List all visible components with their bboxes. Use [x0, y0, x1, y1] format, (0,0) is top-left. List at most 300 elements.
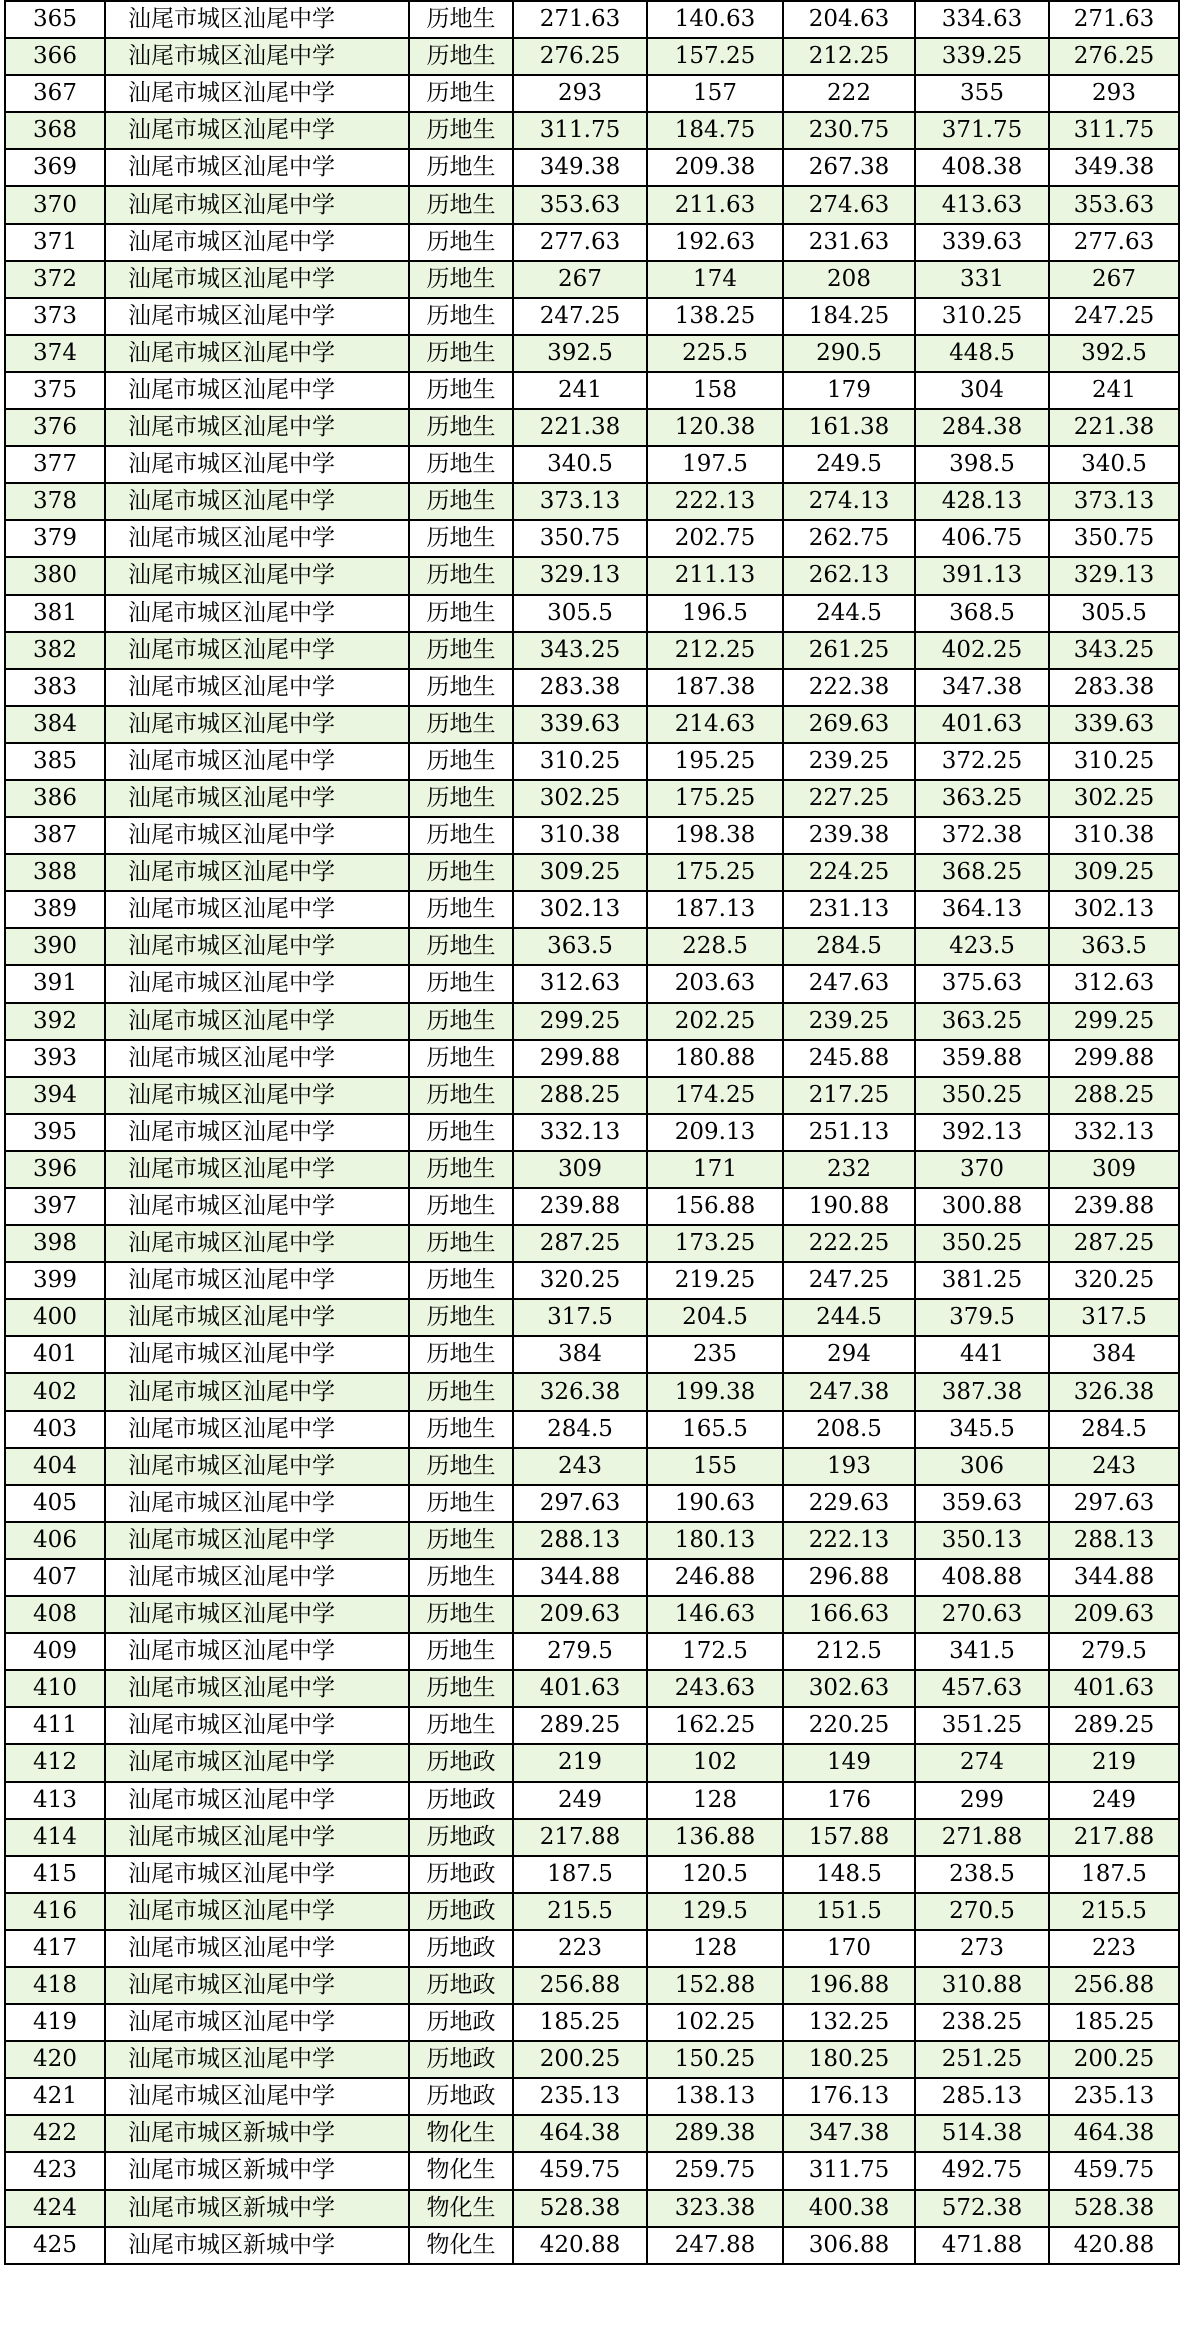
score-2-cell: 203.63 [647, 965, 783, 1002]
score-1-cell: 297.63 [513, 1485, 647, 1522]
row-number-cell: 414 [5, 1819, 105, 1856]
table-row [5, 2152, 1179, 2189]
table-row [5, 817, 1179, 854]
table-row [5, 1930, 1179, 1967]
table-row [5, 1485, 1179, 1522]
score-1-cell: 187.5 [513, 1856, 647, 1893]
score-4-cell: 448.5 [915, 335, 1049, 372]
table-row [5, 1225, 1179, 1262]
score-1-cell: 267 [513, 261, 647, 298]
subject-combo-cell: 历地生 [409, 1225, 513, 1262]
score-5-cell: 271.63 [1049, 1, 1179, 38]
row-number-cell: 425 [5, 2227, 105, 2264]
score-2-cell: 156.88 [647, 1188, 783, 1225]
score-4-cell: 306 [915, 1448, 1049, 1485]
score-5-cell: 310.38 [1049, 817, 1179, 854]
score-4-cell: 363.25 [915, 780, 1049, 817]
table-row [5, 854, 1179, 891]
score-5-cell: 200.25 [1049, 2041, 1179, 2078]
row-number-cell: 400 [5, 1299, 105, 1336]
score-5-cell: 277.63 [1049, 224, 1179, 261]
table-row [5, 1596, 1179, 1633]
score-5-cell: 276.25 [1049, 38, 1179, 75]
row-number-cell: 365 [5, 1, 105, 38]
score-2-cell: 225.5 [647, 335, 783, 372]
score-5-cell: 309.25 [1049, 854, 1179, 891]
score-2-cell: 323.38 [647, 2190, 783, 2227]
score-3-cell: 220.25 [783, 1707, 915, 1744]
score-5-cell: 353.63 [1049, 186, 1179, 223]
score-5-cell: 305.5 [1049, 595, 1179, 632]
subject-combo-cell: 历地政 [409, 1930, 513, 1967]
score-5-cell: 332.13 [1049, 1114, 1179, 1151]
table-row [5, 891, 1179, 928]
score-5-cell: 209.63 [1049, 1596, 1179, 1633]
score-3-cell: 166.63 [783, 1596, 915, 1633]
row-number-cell: 422 [5, 2115, 105, 2152]
row-number-cell: 418 [5, 1967, 105, 2004]
table-row [5, 2078, 1179, 2115]
subject-combo-cell: 历地生 [409, 75, 513, 112]
row-number-cell: 383 [5, 669, 105, 706]
subject-combo-cell: 历地政 [409, 1893, 513, 1930]
table-row [5, 1188, 1179, 1225]
subject-combo-cell: 历地生 [409, 1114, 513, 1151]
row-number-cell: 406 [5, 1522, 105, 1559]
score-5-cell: 299.88 [1049, 1040, 1179, 1077]
score-3-cell: 230.75 [783, 112, 915, 149]
score-4-cell: 341.5 [915, 1633, 1049, 1670]
score-4-cell: 372.38 [915, 817, 1049, 854]
score-2-cell: 246.88 [647, 1559, 783, 1596]
table-row [5, 780, 1179, 817]
score-3-cell: 184.25 [783, 298, 915, 335]
row-number-cell: 402 [5, 1373, 105, 1410]
school-name-cell: 汕尾市城区汕尾中学 [105, 854, 409, 891]
school-name-cell: 汕尾市城区汕尾中学 [105, 409, 409, 446]
table-row [5, 298, 1179, 335]
row-number-cell: 410 [5, 1670, 105, 1707]
table-row [5, 224, 1179, 261]
score-4-cell: 300.88 [915, 1188, 1049, 1225]
subject-combo-cell: 历地生 [409, 1188, 513, 1225]
score-4-cell: 363.25 [915, 1003, 1049, 1040]
score-4-cell: 572.38 [915, 2190, 1049, 2227]
subject-combo-cell: 历地生 [409, 1670, 513, 1707]
score-4-cell: 310.25 [915, 298, 1049, 335]
row-number-cell: 421 [5, 2078, 105, 2115]
score-4-cell: 351.25 [915, 1707, 1049, 1744]
score-5-cell: 223 [1049, 1930, 1179, 1967]
score-1-cell: 310.38 [513, 817, 647, 854]
score-5-cell: 349.38 [1049, 149, 1179, 186]
subject-combo-cell: 历地生 [409, 632, 513, 669]
score-2-cell: 199.38 [647, 1373, 783, 1410]
score-1-cell: 309 [513, 1151, 647, 1188]
score-3-cell: 176 [783, 1782, 915, 1819]
score-4-cell: 251.25 [915, 2041, 1049, 2078]
score-4-cell: 401.63 [915, 706, 1049, 743]
school-name-cell: 汕尾市城区汕尾中学 [105, 1336, 409, 1373]
table-row [5, 1373, 1179, 1410]
score-3-cell: 222.13 [783, 1522, 915, 1559]
score-1-cell: 271.63 [513, 1, 647, 38]
score-2-cell: 162.25 [647, 1707, 783, 1744]
school-name-cell: 汕尾市城区汕尾中学 [105, 1077, 409, 1114]
score-1-cell: 401.63 [513, 1670, 647, 1707]
subject-combo-cell: 历地政 [409, 1856, 513, 1893]
subject-combo-cell: 历地政 [409, 2078, 513, 2115]
score-3-cell: 217.25 [783, 1077, 915, 1114]
score-5-cell: 339.63 [1049, 706, 1179, 743]
score-2-cell: 152.88 [647, 1967, 783, 2004]
subject-combo-cell: 历地政 [409, 1967, 513, 2004]
school-name-cell: 汕尾市城区汕尾中学 [105, 1893, 409, 1930]
score-5-cell: 373.13 [1049, 483, 1179, 520]
score-5-cell: 241 [1049, 372, 1179, 409]
score-1-cell: 459.75 [513, 2152, 647, 2189]
score-4-cell: 238.25 [915, 2004, 1049, 2041]
school-name-cell: 汕尾市城区汕尾中学 [105, 520, 409, 557]
score-5-cell: 288.25 [1049, 1077, 1179, 1114]
score-4-cell: 345.5 [915, 1411, 1049, 1448]
table-row [5, 483, 1179, 520]
school-name-cell: 汕尾市城区汕尾中学 [105, 1485, 409, 1522]
subject-combo-cell: 历地生 [409, 595, 513, 632]
row-number-cell: 419 [5, 2004, 105, 2041]
table-row [5, 1299, 1179, 1336]
score-2-cell: 157 [647, 75, 783, 112]
score-1-cell: 329.13 [513, 557, 647, 594]
subject-combo-cell: 历地生 [409, 149, 513, 186]
table-row [5, 1559, 1179, 1596]
score-1-cell: 279.5 [513, 1633, 647, 1670]
score-1-cell: 249 [513, 1782, 647, 1819]
subject-combo-cell: 历地生 [409, 298, 513, 335]
score-4-cell: 331 [915, 261, 1049, 298]
school-name-cell: 汕尾市城区汕尾中学 [105, 1225, 409, 1262]
school-name-cell: 汕尾市城区汕尾中学 [105, 446, 409, 483]
score-4-cell: 370 [915, 1151, 1049, 1188]
score-5-cell: 297.63 [1049, 1485, 1179, 1522]
table-row [5, 1967, 1179, 2004]
subject-combo-cell: 历地生 [409, 1633, 513, 1670]
subject-combo-cell: 历地生 [409, 891, 513, 928]
score-5-cell: 310.25 [1049, 743, 1179, 780]
score-2-cell: 136.88 [647, 1819, 783, 1856]
score-5-cell: 239.88 [1049, 1188, 1179, 1225]
score-2-cell: 184.75 [647, 112, 783, 149]
school-name-cell: 汕尾市城区汕尾中学 [105, 1411, 409, 1448]
score-4-cell: 413.63 [915, 186, 1049, 223]
score-2-cell: 174 [647, 261, 783, 298]
score-2-cell: 209.38 [647, 149, 783, 186]
score-4-cell: 408.88 [915, 1559, 1049, 1596]
subject-combo-cell: 历地生 [409, 1151, 513, 1188]
score-4-cell: 402.25 [915, 632, 1049, 669]
score-3-cell: 239.38 [783, 817, 915, 854]
score-1-cell: 392.5 [513, 335, 647, 372]
score-5-cell: 401.63 [1049, 1670, 1179, 1707]
table-row [5, 706, 1179, 743]
subject-combo-cell: 历地生 [409, 557, 513, 594]
score-3-cell: 239.25 [783, 743, 915, 780]
row-number-cell: 382 [5, 632, 105, 669]
score-5-cell: 221.38 [1049, 409, 1179, 446]
subject-combo-cell: 历地生 [409, 965, 513, 1002]
score-2-cell: 187.13 [647, 891, 783, 928]
score-3-cell: 196.88 [783, 1967, 915, 2004]
school-name-cell: 汕尾市城区汕尾中学 [105, 372, 409, 409]
table-row [5, 1819, 1179, 1856]
school-name-cell: 汕尾市城区汕尾中学 [105, 743, 409, 780]
score-1-cell: 339.63 [513, 706, 647, 743]
score-1-cell: 384 [513, 1336, 647, 1373]
score-1-cell: 217.88 [513, 1819, 647, 1856]
school-name-cell: 汕尾市城区汕尾中学 [105, 483, 409, 520]
score-2-cell: 175.25 [647, 854, 783, 891]
school-name-cell: 汕尾市城区汕尾中学 [105, 1707, 409, 1744]
school-name-cell: 汕尾市城区汕尾中学 [105, 928, 409, 965]
subject-combo-cell: 历地生 [409, 1262, 513, 1299]
row-number-cell: 398 [5, 1225, 105, 1262]
score-3-cell: 227.25 [783, 780, 915, 817]
score-3-cell: 244.5 [783, 1299, 915, 1336]
school-name-cell: 汕尾市城区汕尾中学 [105, 1188, 409, 1225]
subject-combo-cell: 历地生 [409, 1596, 513, 1633]
score-3-cell: 222.25 [783, 1225, 915, 1262]
table-row [5, 1707, 1179, 1744]
table-row [5, 1448, 1179, 1485]
score-1-cell: 332.13 [513, 1114, 647, 1151]
score-1-cell: 284.5 [513, 1411, 647, 1448]
score-5-cell: 293 [1049, 75, 1179, 112]
score-4-cell: 381.25 [915, 1262, 1049, 1299]
score-1-cell: 343.25 [513, 632, 647, 669]
subject-combo-cell: 历地政 [409, 2041, 513, 2078]
score-1-cell: 221.38 [513, 409, 647, 446]
score-4-cell: 428.13 [915, 483, 1049, 520]
subject-combo-cell: 历地生 [409, 1411, 513, 1448]
school-name-cell: 汕尾市城区汕尾中学 [105, 780, 409, 817]
school-name-cell: 汕尾市城区汕尾中学 [105, 1299, 409, 1336]
score-5-cell: 243 [1049, 1448, 1179, 1485]
table-row [5, 2115, 1179, 2152]
subject-combo-cell: 历地生 [409, 1003, 513, 1040]
table-row [5, 75, 1179, 112]
score-5-cell: 392.5 [1049, 335, 1179, 372]
score-2-cell: 173.25 [647, 1225, 783, 1262]
score-1-cell: 288.13 [513, 1522, 647, 1559]
school-name-cell: 汕尾市城区汕尾中学 [105, 298, 409, 335]
subject-combo-cell: 历地生 [409, 706, 513, 743]
school-name-cell: 汕尾市城区汕尾中学 [105, 335, 409, 372]
row-number-cell: 371 [5, 224, 105, 261]
score-2-cell: 219.25 [647, 1262, 783, 1299]
score-3-cell: 290.5 [783, 335, 915, 372]
score-3-cell: 231.63 [783, 224, 915, 261]
school-name-cell: 汕尾市城区汕尾中学 [105, 1782, 409, 1819]
score-3-cell: 269.63 [783, 706, 915, 743]
table-row [5, 1856, 1179, 1893]
school-name-cell: 汕尾市城区汕尾中学 [105, 1448, 409, 1485]
score-4-cell: 304 [915, 372, 1049, 409]
score-3-cell: 212.5 [783, 1633, 915, 1670]
score-5-cell: 350.75 [1049, 520, 1179, 557]
score-2-cell: 180.13 [647, 1522, 783, 1559]
row-number-cell: 412 [5, 1744, 105, 1781]
score-3-cell: 262.13 [783, 557, 915, 594]
row-number-cell: 381 [5, 595, 105, 632]
score-3-cell: 296.88 [783, 1559, 915, 1596]
score-4-cell: 471.88 [915, 2227, 1049, 2264]
subject-combo-cell: 历地生 [409, 112, 513, 149]
subject-combo-cell: 历地生 [409, 372, 513, 409]
score-3-cell: 306.88 [783, 2227, 915, 2264]
score-5-cell: 420.88 [1049, 2227, 1179, 2264]
score-3-cell: 204.63 [783, 1, 915, 38]
score-5-cell: 302.13 [1049, 891, 1179, 928]
score-2-cell: 128 [647, 1930, 783, 1967]
table-row [5, 409, 1179, 446]
score-5-cell: 283.38 [1049, 669, 1179, 706]
score-5-cell: 464.38 [1049, 2115, 1179, 2152]
table-row [5, 520, 1179, 557]
score-2-cell: 235 [647, 1336, 783, 1373]
table-row [5, 1633, 1179, 1670]
score-5-cell: 528.38 [1049, 2190, 1179, 2227]
score-4-cell: 355 [915, 75, 1049, 112]
row-number-cell: 366 [5, 38, 105, 75]
score-4-cell: 359.88 [915, 1040, 1049, 1077]
score-3-cell: 274.63 [783, 186, 915, 223]
score-5-cell: 284.5 [1049, 1411, 1179, 1448]
table-row [5, 335, 1179, 372]
score-4-cell: 310.88 [915, 1967, 1049, 2004]
score-3-cell: 400.38 [783, 2190, 915, 2227]
row-number-cell: 384 [5, 706, 105, 743]
school-name-cell: 汕尾市城区汕尾中学 [105, 1670, 409, 1707]
table-row [5, 1336, 1179, 1373]
score-4-cell: 350.13 [915, 1522, 1049, 1559]
table-row [5, 632, 1179, 669]
row-number-cell: 417 [5, 1930, 105, 1967]
score-5-cell: 317.5 [1049, 1299, 1179, 1336]
subject-combo-cell: 历地生 [409, 780, 513, 817]
score-4-cell: 270.63 [915, 1596, 1049, 1633]
row-number-cell: 367 [5, 75, 105, 112]
row-number-cell: 377 [5, 446, 105, 483]
score-1-cell: 302.13 [513, 891, 647, 928]
score-4-cell: 406.75 [915, 520, 1049, 557]
score-3-cell: 247.38 [783, 1373, 915, 1410]
score-3-cell: 229.63 [783, 1485, 915, 1522]
table-row [5, 149, 1179, 186]
score-3-cell: 193 [783, 1448, 915, 1485]
score-3-cell: 231.13 [783, 891, 915, 928]
school-name-cell: 汕尾市城区汕尾中学 [105, 632, 409, 669]
score-2-cell: 102 [647, 1744, 783, 1781]
subject-combo-cell: 历地政 [409, 1782, 513, 1819]
score-2-cell: 198.38 [647, 817, 783, 854]
score-2-cell: 158 [647, 372, 783, 409]
score-1-cell: 200.25 [513, 2041, 647, 2078]
row-number-cell: 376 [5, 409, 105, 446]
score-1-cell: 349.38 [513, 149, 647, 186]
score-1-cell: 243 [513, 1448, 647, 1485]
score-1-cell: 340.5 [513, 446, 647, 483]
score-4-cell: 299 [915, 1782, 1049, 1819]
school-name-cell: 汕尾市城区汕尾中学 [105, 1522, 409, 1559]
score-2-cell: 138.25 [647, 298, 783, 335]
subject-combo-cell: 历地生 [409, 335, 513, 372]
score-3-cell: 302.63 [783, 1670, 915, 1707]
row-number-cell: 399 [5, 1262, 105, 1299]
score-1-cell: 289.25 [513, 1707, 647, 1744]
score-1-cell: 320.25 [513, 1262, 647, 1299]
school-name-cell: 汕尾市城区汕尾中学 [105, 595, 409, 632]
score-2-cell: 209.13 [647, 1114, 783, 1151]
score-1-cell: 309.25 [513, 854, 647, 891]
table-row [5, 1151, 1179, 1188]
score-2-cell: 180.88 [647, 1040, 783, 1077]
score-5-cell: 312.63 [1049, 965, 1179, 1002]
score-3-cell: 180.25 [783, 2041, 915, 2078]
subject-combo-cell: 历地政 [409, 1744, 513, 1781]
table-row [5, 557, 1179, 594]
score-4-cell: 359.63 [915, 1485, 1049, 1522]
score-5-cell: 302.25 [1049, 780, 1179, 817]
score-2-cell: 289.38 [647, 2115, 783, 2152]
table-body [5, 1, 1179, 2264]
school-name-cell: 汕尾市城区汕尾中学 [105, 1633, 409, 1670]
score-1-cell: 219 [513, 1744, 647, 1781]
score-5-cell: 187.5 [1049, 1856, 1179, 1893]
score-1-cell: 293 [513, 75, 647, 112]
score-5-cell: 287.25 [1049, 1225, 1179, 1262]
score-2-cell: 128 [647, 1782, 783, 1819]
row-number-cell: 401 [5, 1336, 105, 1373]
score-1-cell: 350.75 [513, 520, 647, 557]
subject-combo-cell: 历地生 [409, 1522, 513, 1559]
score-1-cell: 317.5 [513, 1299, 647, 1336]
school-name-cell: 汕尾市城区汕尾中学 [105, 1596, 409, 1633]
subject-combo-cell: 物化生 [409, 2115, 513, 2152]
subject-combo-cell: 历地生 [409, 1559, 513, 1596]
score-2-cell: 172.5 [647, 1633, 783, 1670]
school-name-cell: 汕尾市城区汕尾中学 [105, 38, 409, 75]
school-name-cell: 汕尾市城区汕尾中学 [105, 1930, 409, 1967]
subject-combo-cell: 历地生 [409, 186, 513, 223]
score-5-cell: 215.5 [1049, 1893, 1179, 1930]
table-row [5, 2227, 1179, 2264]
score-2-cell: 247.88 [647, 2227, 783, 2264]
score-1-cell: 235.13 [513, 2078, 647, 2115]
score-3-cell: 249.5 [783, 446, 915, 483]
row-number-cell: 423 [5, 2152, 105, 2189]
school-name-cell: 汕尾市城区汕尾中学 [105, 2004, 409, 2041]
table-row [5, 372, 1179, 409]
score-3-cell: 347.38 [783, 2115, 915, 2152]
subject-combo-cell: 历地生 [409, 520, 513, 557]
score-4-cell: 350.25 [915, 1225, 1049, 1262]
subject-combo-cell: 历地生 [409, 928, 513, 965]
score-1-cell: 209.63 [513, 1596, 647, 1633]
score-2-cell: 138.13 [647, 2078, 783, 2115]
score-2-cell: 187.38 [647, 669, 783, 706]
row-number-cell: 394 [5, 1077, 105, 1114]
score-5-cell: 288.13 [1049, 1522, 1179, 1559]
